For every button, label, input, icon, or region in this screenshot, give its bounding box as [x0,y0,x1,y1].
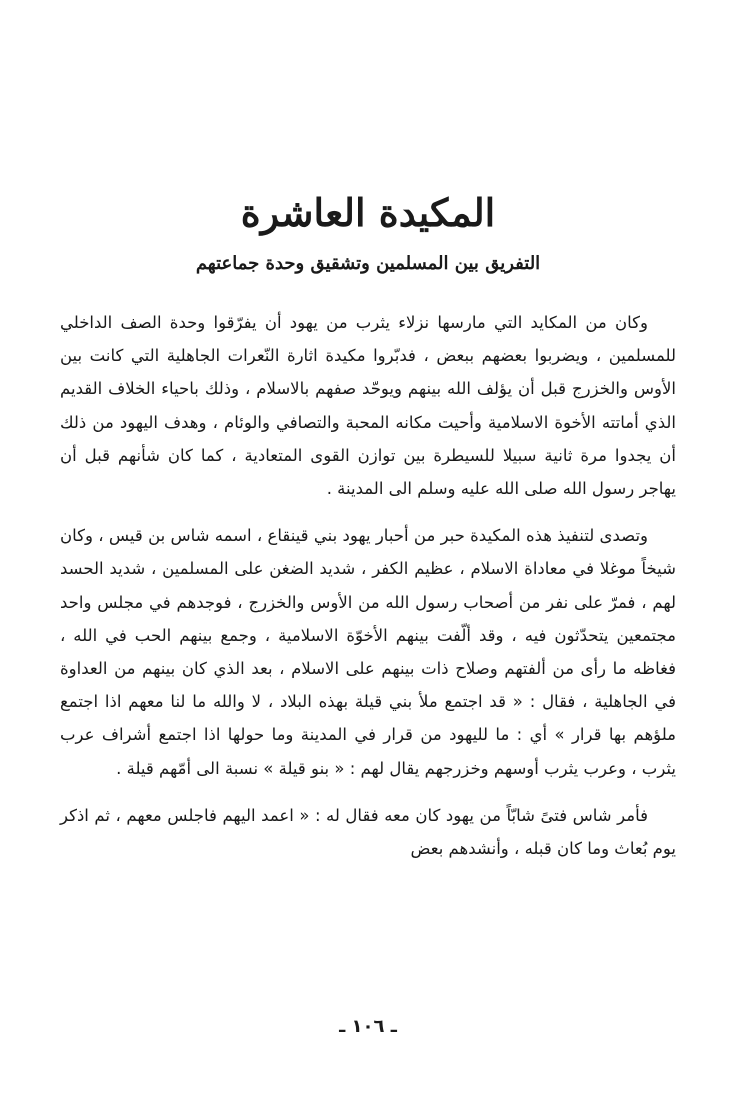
chapter-subtitle: التفريق بين المسلمين وتشقيق وحدة جماعتهم [195,253,541,274]
paragraph-2: وتصدى لتنفيذ هذه المكيدة حبر من أحبار يهود بني قينقاع ، اسمه شاس بن قيس ، وكان شيخاً موغلا في معاداة الاسلام ، عظيم الكفر ، شديد الضغن على المسلمين ، شديد الحسد لهم ، فمرّ على نفر من أصحاب رسول الله من الأوس والخزرج ، فوجدهم في مجلس واحد مجتمعين يتحدّثون فيه ، وقد ألّفت بينهم الأخوّة الاسلامية ، وجمع بينهم الحب في الله ، فغاظه ما رأى من ألفتهم وصلاح ذات بينهم على الاسلام ، بعد الذي كان بينهم من العداوة في الجاهلية ، فقال : « قد اجتمع ملأ بني قيلة بهذه البلاد ، لا والله ما لنا معهم اذا اجتمع ملؤهم بها قرار » أي : ما لليهود من قرار في المدينة وما حولها اذا اجتمع أشراف عرب يثرب ، وعرب يثرب أوسهم وخزرجهم يقال لهم : « بنو قيلة » نسبة الى أمّهم قيلة . [60,526,676,778]
paragraph-3: فأمر شاس فتىً شابّاً من يهود كان معه فقال له : « اعمد اليهم فاجلس معهم ، ثم اذكر يوم بُعاث وما كان قبله ، وأنشدهم بعض [60,805,676,859]
paragraph-1: وكان من المكايد التي مارسها نزلاء يثرب من يهود أن يفرّقوا وحدة الصف الداخلي للمسلمين ، ويضربوا بعضهم ببعض ، فدبّروا مكيدة اثارة النّعرات الجاهلية التي كانت بين الأوس والخزرج قبل أن يؤلف الله بينهم ويوحّد صفهم بالاسلام ، وذلك باحياء الخلاف القديم الذي أماتته الأخوة الاسلامية وأحيت مكانه المحبة والتصافي والوئام ، وهدف اليهود من ذلك أن يجدوا مرة ثانية سبيلا للسيطرة بين توازن القوى المتعادية ، كما كان شأنهم قبل أن يهاجر رسول الله صلى الله عليه وسلم الى المدينة . [60,313,676,499]
page-number: ـ ١٠٦ ـ [339,1016,397,1037]
body-text [60,306,676,865]
book-page [60,0,676,1097]
chapter-title: المكيدة العاشرة [240,190,496,235]
